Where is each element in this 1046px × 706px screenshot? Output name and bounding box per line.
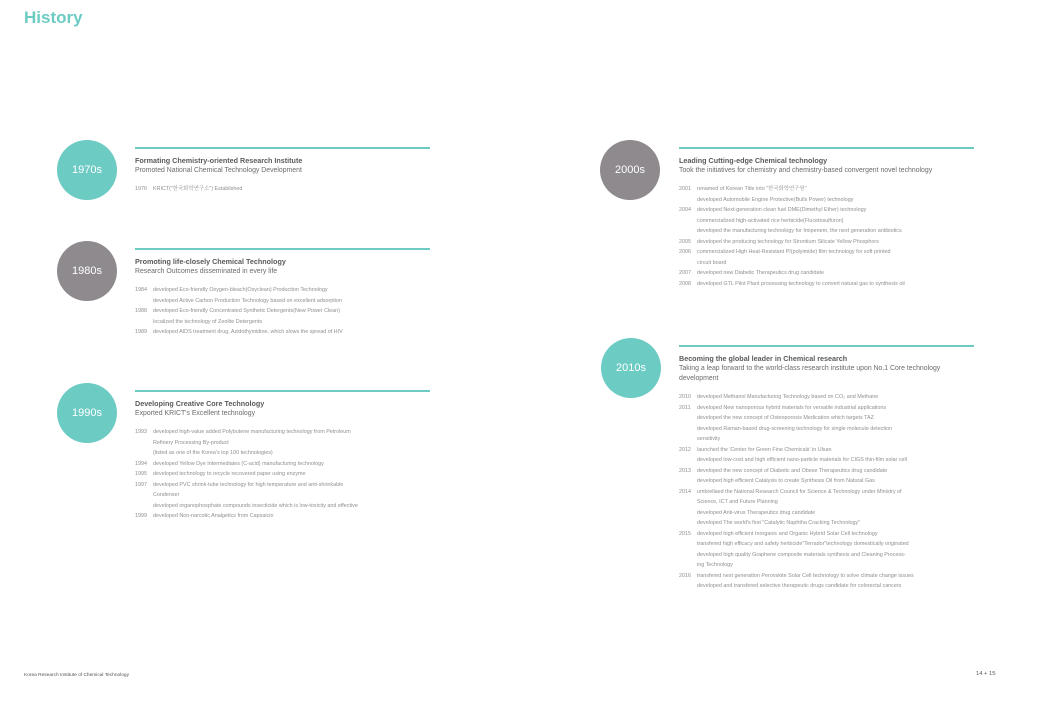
- entry-text: developed PVC shrink-tube technology for high temperature and anti-shrinkable: [153, 481, 344, 488]
- entry-text: developed The world's first "Catalytic Naphtha Cracking Technology": [697, 520, 861, 526]
- era-content: [679, 345, 974, 592]
- entry-year: 1999: [135, 513, 147, 519]
- footer-institute-name: Korea Research Institute of Chemical Technology: [24, 673, 129, 678]
- timeline-entry: [679, 434, 974, 445]
- entry-text: developed organophosphate compounds insecticide which is low-toxicity and effective: [153, 502, 358, 509]
- entry-year: [679, 434, 697, 445]
- entry-year: 2008: [679, 280, 691, 287]
- era-content: [135, 390, 430, 522]
- era-badge: 1980s: [57, 241, 117, 301]
- timeline-entry: [679, 403, 974, 414]
- entry-year: [679, 258, 697, 269]
- timeline-entry: [679, 529, 974, 540]
- entry-text: developed technology to recycle recovered paper using enzyme: [153, 471, 306, 477]
- timeline-entry: [679, 445, 974, 456]
- entry-year: 2004: [679, 207, 691, 213]
- entry-text: transfered high efficacy and safety herbicide"Terrador"technology domestically originated: [697, 541, 909, 547]
- page-title: History: [24, 8, 83, 27]
- era-entries: [679, 392, 974, 592]
- divider: [679, 147, 974, 149]
- entry-year: [679, 424, 697, 435]
- entry-text: developed and transfered selective therapeutic drugs candidate for colorectal cancers: [697, 583, 902, 589]
- era-content: [679, 147, 974, 289]
- era-subtitle: Taking a leap forward to the world-class research institute upon No.1 Core technology development: [679, 365, 941, 382]
- timeline-entry: [135, 448, 430, 459]
- entry-text: (listed as one of the Korea's top 100 technologies): [153, 450, 273, 456]
- timeline-entry: [135, 459, 430, 470]
- entry-year: 2014: [679, 488, 691, 495]
- entry-text: renamed of Korean Title into "한국화학연구원": [697, 186, 807, 192]
- entry-text: transfered next generation Perovskite Solar Cell technology to solve climate change issues: [697, 572, 914, 579]
- era-entries: [135, 184, 430, 195]
- entry-year: [679, 550, 697, 561]
- timeline-entry: [679, 560, 974, 571]
- timeline-entry: [135, 285, 430, 296]
- entry-text: Science, ICT and Future Planning: [697, 499, 778, 505]
- era-entries: [135, 427, 430, 522]
- entry-text: developed GTL Pilot Plant processing technology to convert natural gas to synthesis oil: [697, 280, 905, 287]
- era-heading: Becoming the global leader in Chemical research: [679, 354, 848, 363]
- entry-year: [679, 216, 697, 227]
- entry-year: 2015: [679, 530, 691, 537]
- timeline-entry: [135, 480, 430, 491]
- entry-year: [679, 539, 697, 550]
- timeline-entry: [679, 205, 974, 216]
- entry-text: commercialized high-activated rice herbicide(Flucetosulfuron): [697, 217, 844, 224]
- era-badge: 2000s: [600, 140, 660, 200]
- timeline-entry: [679, 455, 974, 466]
- timeline-entry: [679, 581, 974, 592]
- timeline-entry: [679, 226, 974, 237]
- entry-text: developed Methanol Manufacturing Technology based on CO₂ and Methane: [697, 394, 879, 400]
- entry-text: circuit board: [697, 259, 727, 266]
- entry-year: [679, 413, 697, 424]
- era-subtitle: Took the initiatives for chemistry and chemistry-based convergent novel technology: [679, 167, 933, 174]
- entry-text: developed Active Carbon Production Technology based on excellent adsorption: [153, 297, 342, 304]
- entry-text: developed Eco-friendly Concentrated Synthetic Detergents(New Power Clean): [153, 308, 340, 314]
- divider: [679, 345, 974, 347]
- entry-text: developed high quality Graphene composite materials synthesis and Cleaning Process-: [697, 551, 906, 558]
- entry-year: [679, 195, 697, 206]
- entry-year: 2016: [679, 572, 691, 579]
- entry-year: [135, 296, 153, 307]
- entry-year: 1993: [135, 429, 147, 435]
- era-badge: 1970s: [57, 140, 117, 200]
- entry-text: developed the producing technology for Strontium Silicate Yellow Phosphors: [697, 238, 879, 245]
- era-subtitle: Promoted National Chemical Technology Development: [135, 167, 302, 174]
- entry-year: [679, 476, 697, 487]
- entry-year: 2010: [679, 394, 691, 400]
- era-entries: [135, 285, 430, 338]
- entry-text: KRICT("한국화학연구소") Established: [153, 186, 243, 192]
- timeline-entry: [679, 508, 974, 519]
- page-numbers: 14 + 15: [976, 671, 996, 677]
- entry-text: developed Yellow Dye Intermediates (C-acid) manufacturing technology: [153, 460, 324, 467]
- entry-year: [135, 438, 153, 449]
- entry-text: localized the technology of Zeolite Detergents: [153, 318, 263, 325]
- entry-text: developed high efficient Inorganic and Organic Hybrid Solar Cell technology: [697, 530, 878, 537]
- era-content: [135, 147, 430, 195]
- timeline-entry: [679, 550, 974, 561]
- timeline-entry: [135, 438, 430, 449]
- entry-text: developed Anti-virus Therapeutics drug candidate: [697, 509, 816, 516]
- entry-text: developed the new concept of Diabetic and Obese Therapeutics drug candidate: [697, 467, 888, 474]
- timeline-entry: [135, 296, 430, 307]
- timeline-entry: [679, 539, 974, 550]
- entry-text: developed Non-narcotic Analgetics from Capsaicin: [153, 513, 274, 519]
- entry-text: developed low-cost and high efficient nano-particle materials for CIGS thin-film solar cell: [697, 457, 907, 463]
- timeline-entry: [679, 497, 974, 508]
- timeline-entry: [679, 258, 974, 269]
- era-content: [135, 248, 430, 338]
- timeline-entry: [135, 490, 430, 501]
- entry-text: Refinery Processing By-product: [153, 439, 229, 446]
- entry-year: 2013: [679, 467, 691, 474]
- timeline-entry: [679, 237, 974, 248]
- divider: [135, 248, 430, 250]
- timeline-entry: [135, 184, 430, 195]
- entry-year: 2001: [679, 186, 691, 192]
- entry-year: [679, 455, 697, 466]
- entry-year: [679, 560, 697, 571]
- era-entries: [679, 184, 974, 289]
- entry-text: Condenser: [153, 492, 180, 498]
- entry-text: developed the manufacturing technology for Imipenem, the next generation antibiotics: [697, 228, 902, 234]
- era-heading: Developing Creative Core Technology: [135, 399, 265, 408]
- entry-year: [679, 518, 697, 529]
- timeline-entry: [679, 466, 974, 477]
- timeline-entry: [135, 306, 430, 317]
- era-badge: 1990s: [57, 383, 117, 443]
- entry-text: developed New nanoporous hybrid materials for versatile industrial applications: [697, 404, 887, 411]
- entry-text: developed new Diabetic Therapeutics drug candidate: [697, 270, 824, 276]
- entry-year: 1988: [135, 308, 147, 314]
- entry-year: 1976: [135, 186, 147, 192]
- entry-year: 1995: [135, 471, 147, 477]
- timeline-entry: [679, 487, 974, 498]
- entry-year: [135, 490, 153, 501]
- entry-year: [679, 581, 697, 592]
- era-badge: 2010s: [601, 338, 661, 398]
- entry-text: commercialized High Heat-Resistant PI(polyimide) film technology for soft printed: [697, 249, 891, 255]
- entry-year: [135, 317, 153, 328]
- entry-text: developed AIDS treatment drug, Azidothymidine, which slows the spread of HIV: [153, 329, 343, 335]
- era-subtitle: Exported KRICT's Excellent technology: [135, 410, 256, 417]
- entry-text: developed Eco-friendly Oxygen-bleach(Oxyclean) Production Technology: [153, 287, 328, 293]
- timeline-entry: [679, 216, 974, 227]
- timeline-entry: [679, 413, 974, 424]
- entry-text: developed high-value added Polybutene manufacturing technology from Petroleum: [153, 429, 351, 435]
- timeline-entry: [679, 571, 974, 582]
- entry-text: developed high efficient Catalysis to create Synthesis Oil from Natural Gas: [697, 478, 875, 484]
- era-heading: Promoting life-closely Chemical Technology: [135, 257, 286, 266]
- era-subtitle: Research Outcomes disseminated in every life: [135, 268, 278, 275]
- entry-year: [679, 497, 697, 508]
- timeline-entry: [679, 195, 974, 206]
- timeline-entry: [679, 268, 974, 279]
- entry-year: 1997: [135, 481, 147, 488]
- timeline-entry: [135, 327, 430, 338]
- entry-text: launched the 'Center for Green Fine Chemicals' in Ulsan: [697, 446, 832, 453]
- timeline-entry: [679, 392, 974, 403]
- entry-year: 1994: [135, 460, 147, 467]
- entry-year: [135, 448, 153, 459]
- timeline-entry: [679, 279, 974, 290]
- entry-year: 1989: [135, 329, 147, 335]
- timeline-entry: [135, 469, 430, 480]
- entry-year: [679, 508, 697, 519]
- entry-year: 2006: [679, 249, 691, 255]
- timeline-entry: [135, 317, 430, 328]
- entry-year: [679, 226, 697, 237]
- timeline-entry: [679, 247, 974, 258]
- timeline-entry: [135, 427, 430, 438]
- entry-text: developed the new concept of Osteoporosis Medication which targets TAZ: [697, 415, 874, 421]
- timeline-entry: [679, 184, 974, 195]
- timeline-entry: [679, 518, 974, 529]
- entry-year: 2007: [679, 270, 691, 276]
- timeline-entry: [135, 501, 430, 512]
- entry-year: 2012: [679, 446, 691, 453]
- entry-text: umbrellaed the National Research Council for Science & Technology under Ministry of: [697, 488, 902, 495]
- timeline-entry: [135, 511, 430, 522]
- entry-year: 2005: [679, 238, 691, 245]
- entry-text: sensitivity: [697, 436, 721, 442]
- entry-year: 2011: [679, 404, 691, 411]
- entry-year: [135, 501, 153, 512]
- entry-year: 1984: [135, 287, 147, 293]
- entry-text: developed Raman-based drug-screening technology for single molecule detection: [697, 425, 893, 432]
- entry-text: developed Next-generation clean fuel DME(Dimethyl Ether) technology: [697, 207, 867, 213]
- era-heading: Leading Cutting-edge Chemical technology: [679, 156, 828, 165]
- timeline-entry: [679, 424, 974, 435]
- divider: [135, 147, 430, 149]
- era-heading: Formating Chemistry-oriented Research Institute: [135, 156, 303, 165]
- entry-text: developed Automobile Engine Protective(Bulls Power) technology: [697, 196, 854, 203]
- entry-text: ing Technology: [697, 562, 733, 568]
- divider: [135, 390, 430, 392]
- timeline-entry: [679, 476, 974, 487]
